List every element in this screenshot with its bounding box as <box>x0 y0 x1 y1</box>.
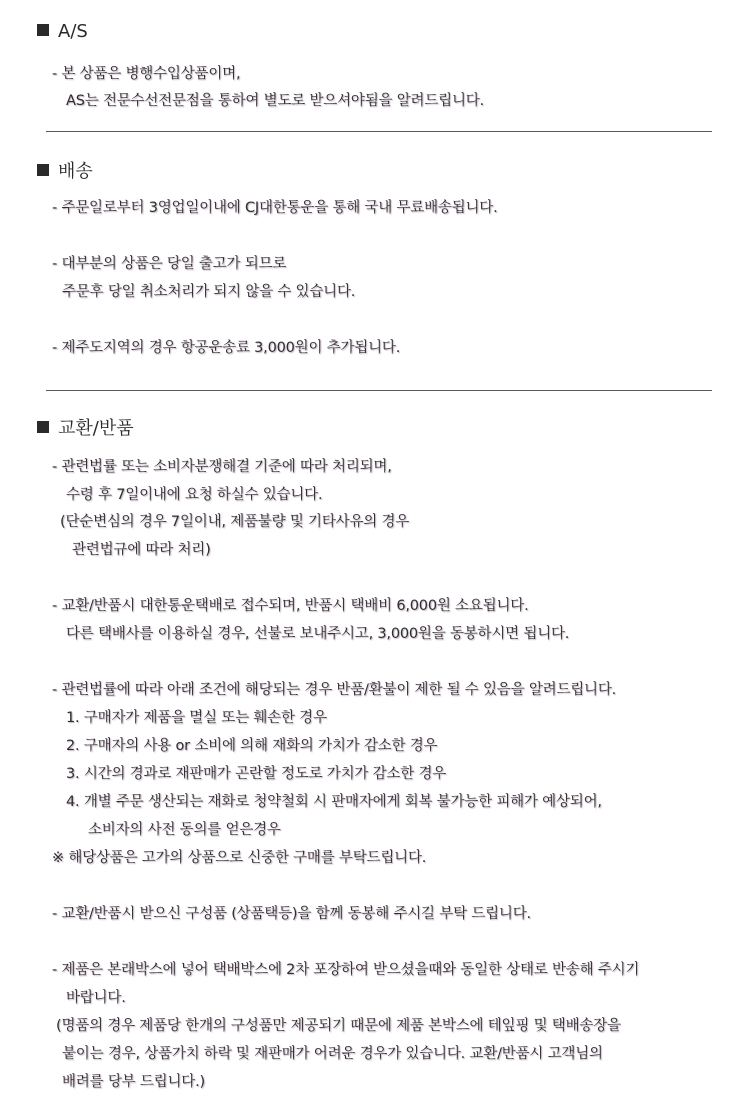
exchange-condition-4-cont: 소비자의 사전 동의를 얻은경우 <box>88 822 281 838</box>
square-bullet-icon <box>37 24 49 36</box>
exchange-line-1: - 관련법률 또는 소비자분쟁해결 기준에 따라 처리되며, <box>52 459 392 475</box>
exchange-title: 교환/반품 <box>58 418 134 439</box>
section-heading-exchange <box>37 418 134 440</box>
exchange-line-12: 붙이는 경우, 상품가치 하락 및 재판매가 어려운 경우가 있습니다. 교환/반품시 고객님의 <box>62 1046 603 1062</box>
exchange-line-7: - 관련법률에 따라 아래 조건에 해당되는 경우 반품/환불이 제한 될 수 있음을 알려드립니다. <box>52 682 617 698</box>
square-bullet-icon <box>37 421 49 433</box>
exchange-note: ※ 해당상품은 고가의 상품으로 신중한 구매를 부탁드립니다. <box>52 850 427 866</box>
exchange-line-8: - 교환/반품시 받으신 구성품 (상품택등)을 함께 동봉해 주시길 부탁 드립니다. <box>52 906 531 922</box>
exchange-line-11: (명품의 경우 제품당 한개의 구성품만 제공되기 때문에 제품 본박스에 테잎핑 및 택배송장을 <box>56 1018 621 1034</box>
section-divider <box>46 390 712 391</box>
exchange-line-10: 바랍니다. <box>66 990 126 1006</box>
exchange-line-4: 관련법규에 따라 처리) <box>72 542 211 558</box>
exchange-condition-2: 2. 구매자의 사용 or 소비에 의해 재화의 가치가 감소한 경우 <box>66 738 438 754</box>
as-line-1: - 본 상품은 병행수입상품이며, <box>52 66 241 82</box>
as-line-2: AS는 전문수선전문점을 통하여 별도로 받으셔야됨을 알려드립니다. <box>66 93 484 109</box>
shipping-line-4: - 제주도지역의 경우 항공운송료 3,000원이 추가됩니다. <box>52 340 401 356</box>
exchange-line-2: 수령 후 7일이내에 요청 하실수 있습니다. <box>66 487 323 503</box>
shipping-title: 배송 <box>58 161 93 182</box>
section-heading-as <box>37 21 88 43</box>
exchange-condition-4: 4. 개별 주문 생산되는 재화로 청약철회 시 판매자에게 회복 불가능한 피해가 예상되어, <box>66 794 602 810</box>
section-divider <box>46 131 712 132</box>
as-title: A/S <box>58 21 88 42</box>
exchange-condition-3: 3. 시간의 경과로 재판매가 곤란할 정도로 가치가 감소한 경우 <box>66 766 447 782</box>
exchange-condition-1: 1. 구매자가 제품을 멸실 또는 훼손한 경우 <box>66 710 327 726</box>
shipping-line-2: - 대부분의 상품은 당일 출고가 되므로 <box>52 256 287 272</box>
shipping-line-1: - 주문일로부터 3영업일이내에 CJ대한통운을 통해 국내 무료배송됩니다. <box>52 200 498 216</box>
exchange-line-9: - 제품은 본래박스에 넣어 택배박스에 2차 포장하여 받으셨을때와 동일한 상태로 반송해 주시기 <box>52 962 640 978</box>
shipping-line-3: 주문후 당일 취소처리가 되지 않을 수 있습니다. <box>62 284 356 300</box>
square-bullet-icon <box>37 164 49 176</box>
exchange-line-13: 배려를 당부 드립니다.) <box>62 1074 205 1090</box>
exchange-line-3: (단순변심의 경우 7일이내, 제품불량 및 기타사유의 경우 <box>60 514 410 530</box>
section-heading-shipping <box>37 161 93 183</box>
exchange-line-6: 다른 택배사를 이용하실 경우, 선불로 보내주시고, 3,000원을 동봉하시면 됩니다. <box>66 626 570 642</box>
exchange-line-5: - 교환/반품시 대한통운택배로 접수되며, 반품시 택배비 6,000원 소요됩니다. <box>52 598 529 614</box>
